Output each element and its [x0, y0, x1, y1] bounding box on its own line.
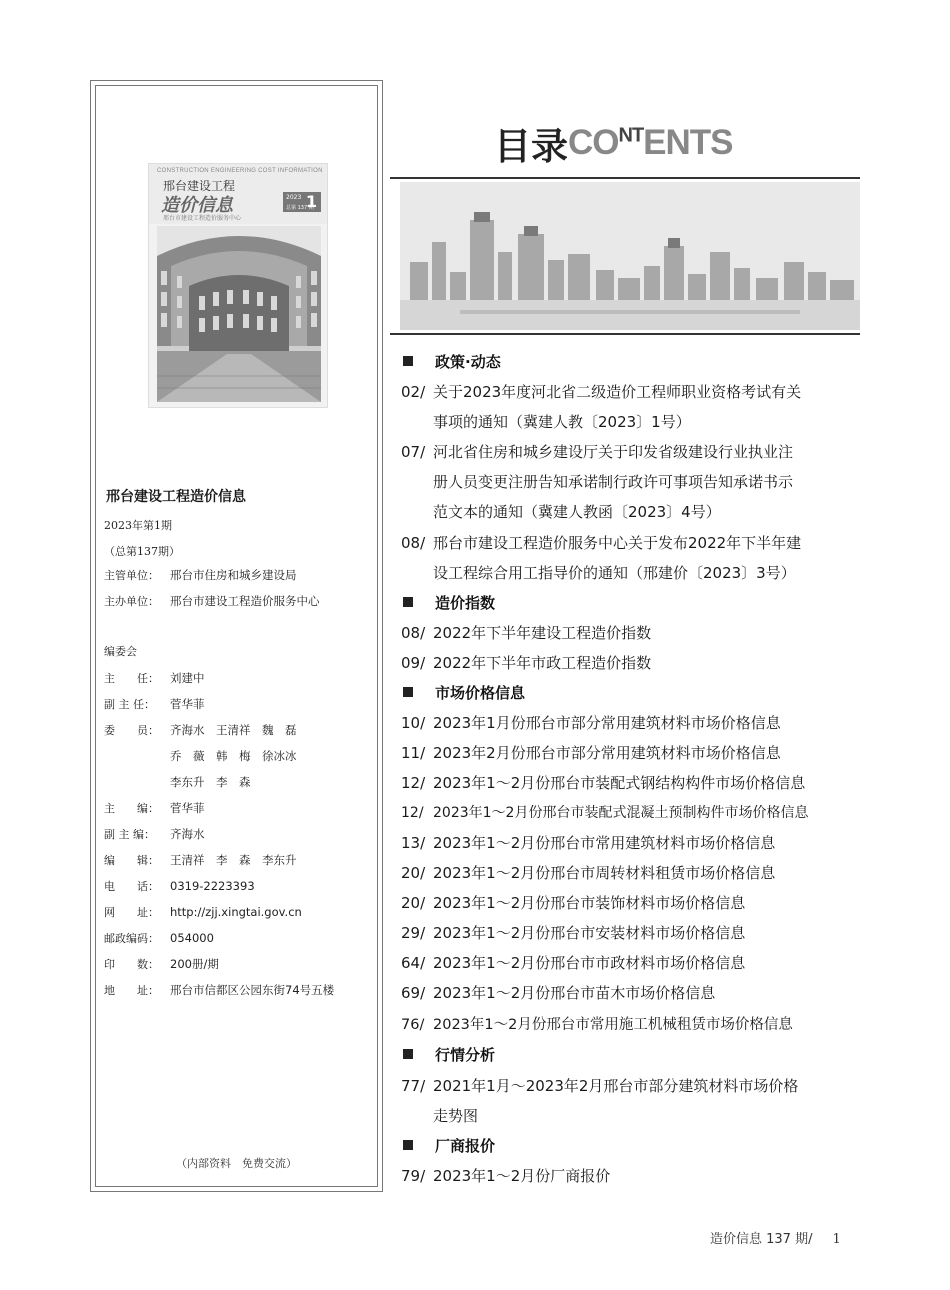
toc-text: 邢台市建设工程造价服务中心关于发布2022年下半年建: [433, 534, 802, 552]
toc-text: 2023年1～2月份邢台市装配式钢结构构件市场价格信息: [433, 774, 806, 792]
section-market-analysis: [403, 1044, 495, 1065]
toc-text: 2023年1～2月份邢台市常用建筑材料市场价格信息: [433, 834, 776, 852]
section-title: 政策·动态: [435, 353, 501, 371]
editors-value: 王清祥 李 森 李东升: [170, 853, 297, 867]
publication-title: 邢台建设工程造价信息: [106, 489, 246, 505]
section-policy: [403, 351, 501, 372]
footer-label: 造价信息 137 期/: [710, 1232, 813, 1247]
section-title: 行情分析: [435, 1046, 496, 1064]
toc-page: 12/: [401, 774, 426, 792]
toc-text-cont: 走势图: [433, 1107, 479, 1125]
toc-page: 20/: [401, 864, 426, 882]
cover-english-title: CONSTRUCTION ENGINEERING COST INFORMATION: [157, 168, 323, 174]
members-row: [104, 722, 297, 738]
address-row: [104, 982, 334, 998]
toc-entry[interactable]: [401, 982, 715, 1003]
sponsor-row: [104, 593, 320, 609]
toc-text: 关于2023年度河北省二级造价工程师职业资格考试有关: [433, 383, 802, 401]
deputy-editor-label: 副 主 编：: [104, 828, 155, 841]
toc-page: 69/: [401, 984, 426, 1002]
print-run-label: 印 数：: [104, 958, 159, 971]
publication-issue: 2023年第1期: [104, 519, 172, 532]
toc-text: 2023年2月份邢台市部分常用建筑材料市场价格信息: [433, 744, 781, 762]
editors-label: 编 辑：: [104, 854, 159, 867]
postcode-value: 054000: [170, 931, 214, 945]
square-bullet-icon: [403, 1140, 413, 1150]
contents-heading-en-b: NT: [618, 124, 644, 147]
toc-text: 2022年下半年建设工程造价指数: [433, 624, 652, 642]
square-bullet-icon: [403, 597, 413, 607]
section-title: 造价指数: [435, 594, 496, 612]
toc-text: 2022年下半年市政工程造价指数: [433, 654, 652, 672]
toc-page: 02/: [401, 383, 426, 401]
toc-page: 77/: [401, 1077, 426, 1095]
toc-text: 2023年1～2月份邢台市苗木市场价格信息: [433, 984, 716, 1002]
publication-total-issue: （总第137期）: [104, 545, 180, 558]
section-cost-index: [403, 592, 495, 613]
toc-entry[interactable]: [401, 1165, 610, 1186]
square-bullet-icon: [403, 1049, 413, 1059]
website-label: 网 址：: [104, 906, 159, 919]
toc-page: 09/: [401, 654, 426, 672]
toc-page: 11/: [401, 744, 426, 762]
postcode-row: [104, 930, 214, 946]
cover-issue-badge: [283, 192, 321, 212]
toc-entry[interactable]: [401, 832, 775, 853]
postcode-label: 邮政编码：: [104, 932, 159, 945]
contents-heading-en-c: ENTS: [643, 123, 733, 162]
cover-issue-year: 2023: [286, 194, 302, 201]
section-title: 厂商报价: [435, 1137, 496, 1155]
section-market-price: [403, 682, 525, 703]
city-skyline-image: [400, 182, 860, 330]
director-label: 主 任：: [104, 672, 159, 685]
supervisor-value: 邢台市住房和城乡建设局: [170, 568, 297, 582]
deputy-editor-value: 齐海水: [170, 827, 205, 841]
toc-entry[interactable]: [401, 381, 801, 402]
director-row: [104, 670, 205, 686]
website-value: http://zjj.xingtai.gov.cn: [170, 905, 302, 919]
toc-page: 13/: [401, 834, 426, 852]
cover-thumbnail: [148, 163, 328, 408]
editor-row: [104, 800, 205, 816]
toc-entry[interactable]: [401, 622, 651, 643]
phone-row: [104, 878, 255, 894]
page-footer: [710, 1228, 841, 1247]
supervisor-row: [104, 567, 297, 583]
toc-entry[interactable]: [401, 892, 745, 913]
cover-subtitle: 邢台市建设工程造价服务中心: [163, 215, 242, 222]
deputy-director-value: 菅华菲: [170, 697, 205, 711]
cover-title-line1: 邢台建设工程: [163, 179, 236, 193]
members-line3: 李东升 李 森: [170, 775, 251, 789]
header-rule-top: [390, 177, 860, 179]
address-value: 邢台市信都区公园东街74号五楼: [170, 983, 335, 997]
header-rule-bottom: [390, 333, 860, 335]
toc-page: 08/: [401, 534, 426, 552]
members-line1: 齐海水 王清祥 魏 磊: [170, 723, 297, 737]
sponsor-value: 邢台市建设工程造价服务中心: [170, 594, 320, 608]
address-label: 地 址：: [104, 984, 159, 997]
toc-text: 2023年1～2月份邢台市常用施工机械租赁市场价格信息: [433, 1017, 793, 1033]
members-label: 委 员：: [104, 724, 159, 737]
toc-entry[interactable]: [401, 922, 745, 943]
toc-entry[interactable]: [401, 862, 775, 883]
phone-label: 电 话：: [104, 880, 159, 893]
toc-page: 20/: [401, 894, 426, 912]
toc-entry[interactable]: [401, 742, 781, 763]
section-vendor-quotes: [403, 1135, 495, 1156]
toc-text-cont: 设工程综合用工指导价的通知（邢建价〔2023〕3号）: [433, 564, 796, 582]
toc-text: 2021年1月～2023年2月邢台市部分建筑材料市场价格: [433, 1077, 799, 1095]
contents-heading-en-a: CO: [568, 123, 619, 162]
deputy-director-row: [104, 696, 205, 712]
toc-text: 2023年1～2月份邢台市装饰材料市场价格信息: [433, 894, 746, 912]
editor-label: 主 编：: [104, 802, 159, 815]
toc-page: 64/: [401, 954, 426, 972]
toc-text: 2023年1月份邢台市部分常用建筑材料市场价格信息: [433, 714, 781, 732]
print-run-row: [104, 956, 219, 972]
deputy-editor-row: [104, 826, 205, 842]
toc-text: 河北省住房和城乡建设厅关于印发省级建设行业执业注: [433, 443, 794, 461]
cover-title-line2: 造价信息: [161, 195, 233, 216]
committee-label: 编委会: [104, 645, 137, 658]
toc-text: 2023年1～2月份邢台市周转材料租赁市场价格信息: [433, 864, 776, 882]
toc-page: 29/: [401, 924, 426, 942]
contents-heading: [494, 116, 733, 170]
sponsor-label: 主办单位：: [104, 595, 159, 608]
cover-issue-total: 总第 137 期: [286, 205, 314, 211]
print-run-value: 200册/期: [170, 957, 219, 971]
cover-building-photo: [157, 226, 321, 402]
toc-text: 2023年1～2月份邢台市市政材料市场价格信息: [433, 954, 746, 972]
phone-value: 0319-2223393: [170, 879, 255, 893]
editor-value: 菅华菲: [170, 801, 205, 815]
page-number: 1: [832, 1232, 841, 1247]
toc-text-cont: 范文本的通知（冀建人教函〔2023〕4号）: [433, 503, 721, 521]
toc-text: 2023年1～2月份厂商报价: [433, 1167, 611, 1185]
toc-text: 2023年1～2月份邢台市装配式混凝土预制构件市场价格信息: [433, 805, 809, 821]
toc-entry[interactable]: [401, 952, 745, 973]
square-bullet-icon: [403, 687, 413, 697]
supervisor-label: 主管单位：: [104, 569, 159, 582]
toc-page: 12/: [401, 805, 424, 821]
contents-heading-cn: 目录: [494, 124, 568, 168]
toc-entry[interactable]: [401, 441, 793, 462]
director-value: 刘建中: [170, 671, 205, 685]
toc-entry[interactable]: [401, 772, 805, 793]
toc-entry[interactable]: [401, 652, 651, 673]
toc-entry[interactable]: [401, 1075, 798, 1096]
toc-page: 10/: [401, 714, 426, 732]
toc-entry[interactable]: [401, 802, 808, 822]
toc-page: 76/: [401, 1017, 425, 1033]
toc-text-cont: 事项的通知（冀建人教〔2023〕1号）: [433, 413, 691, 431]
toc-entry[interactable]: [401, 712, 781, 733]
website-row: [104, 904, 302, 920]
toc-text: 2023年1～2月份邢台市安装材料市场价格信息: [433, 924, 746, 942]
cover-issue-number: 1: [305, 192, 317, 211]
deputy-director-label: 副 主 任：: [104, 698, 155, 711]
editors-row: [104, 852, 297, 868]
internal-use-note: （内部资料 免费交流）: [176, 1157, 297, 1170]
toc-entry[interactable]: [401, 1013, 793, 1034]
square-bullet-icon: [403, 356, 413, 366]
toc-page: 07/: [401, 443, 426, 461]
toc-entry[interactable]: [401, 532, 801, 553]
section-title: 市场价格信息: [435, 684, 526, 702]
toc-page: 79/: [401, 1167, 426, 1185]
toc-page: 08/: [401, 624, 426, 642]
members-line2: 乔 薇 韩 梅 徐冰冰: [170, 749, 297, 763]
toc-text-cont: 册人员变更注册告知承诺制行政许可事项告知承诺书示: [433, 473, 794, 491]
